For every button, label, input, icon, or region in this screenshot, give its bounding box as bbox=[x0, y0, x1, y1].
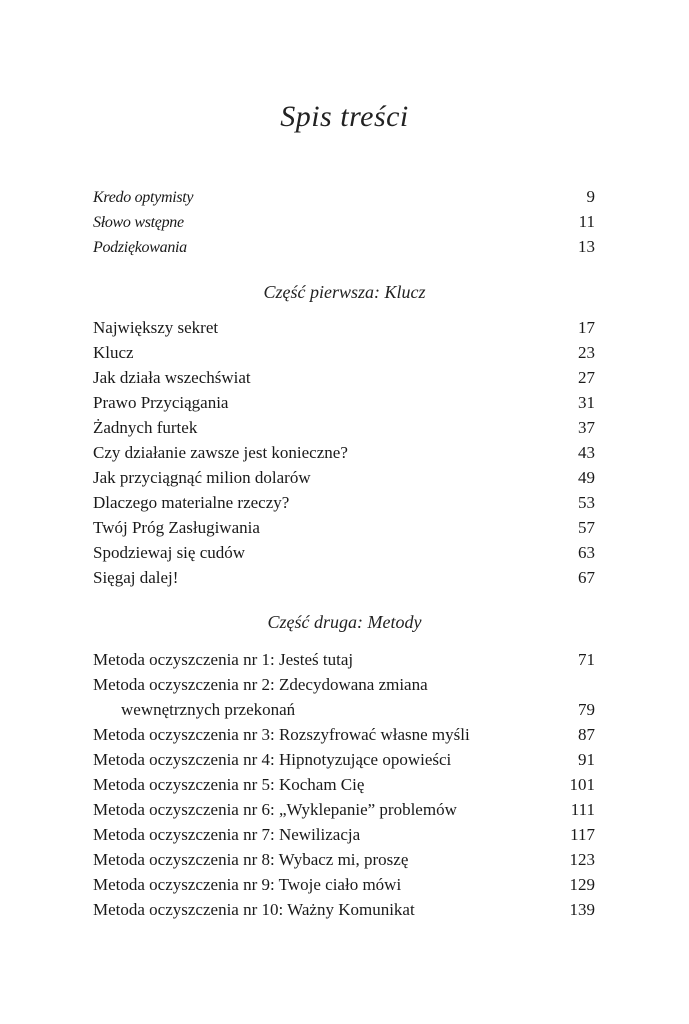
toc-entry bbox=[93, 515, 595, 540]
toc-entry-page-number: 63 bbox=[578, 543, 595, 562]
toc-entry bbox=[93, 234, 595, 259]
toc-entry bbox=[93, 490, 595, 515]
toc-entry-page-number: 49 bbox=[578, 468, 595, 487]
toc-entry-page-number: 87 bbox=[578, 725, 595, 744]
toc-entry-title: Kredo optymisty bbox=[93, 189, 194, 206]
toc-entry bbox=[93, 209, 595, 234]
toc-entry-page-number: 11 bbox=[578, 212, 595, 231]
toc-entry-title: Czy działanie zawsze jest konieczne? bbox=[93, 443, 348, 462]
toc-entry-page-number: 123 bbox=[569, 850, 595, 869]
toc-entry-page-number: 129 bbox=[569, 875, 595, 894]
toc-entry-title: Klucz bbox=[93, 343, 134, 362]
toc-entry-title: Metoda oczyszczenia nr 4: Hipnotyzujące opowieści bbox=[93, 750, 452, 769]
toc-entry bbox=[93, 540, 595, 565]
toc-entry-title: Prawo Przyciągania bbox=[93, 393, 229, 412]
toc-entry bbox=[93, 847, 595, 872]
toc-entry bbox=[93, 365, 595, 390]
toc-entry bbox=[93, 797, 595, 822]
toc-entry bbox=[93, 390, 595, 415]
toc-entry-title: Metoda oczyszczenia nr 7: Newilizacja bbox=[93, 825, 361, 844]
part2-heading: Część druga: Metody bbox=[267, 612, 422, 632]
toc-entry-title: Największy sekret bbox=[93, 318, 219, 337]
toc-entry-title: Dlaczego materialne rzeczy? bbox=[93, 493, 290, 512]
toc-entry-title: Metoda oczyszczenia nr 6: „Wyklepanie” problemów bbox=[93, 800, 457, 819]
toc-entry bbox=[93, 747, 595, 772]
toc-entry bbox=[93, 184, 595, 209]
toc-entry bbox=[93, 672, 595, 697]
toc-entry bbox=[93, 722, 595, 747]
toc-entry-page-number: 43 bbox=[578, 443, 595, 462]
toc-entry-title: Spodziewaj się cudów bbox=[93, 543, 246, 562]
front-matter-list bbox=[93, 184, 595, 259]
toc-entry-title: Metoda oczyszczenia nr 9: Twoje ciało mówi bbox=[93, 875, 402, 894]
toc-entry-title: Żadnych furtek bbox=[93, 418, 198, 437]
toc-entry-title: Jak działa wszechświat bbox=[93, 368, 251, 387]
toc-entry bbox=[93, 415, 595, 440]
toc-entry bbox=[93, 697, 595, 722]
toc-entry-page-number: 67 bbox=[578, 568, 595, 587]
toc-entry-page-number: 53 bbox=[578, 493, 595, 512]
toc-entry-page-number: 31 bbox=[578, 393, 595, 412]
toc-entry bbox=[93, 822, 595, 847]
toc-entry bbox=[93, 465, 595, 490]
toc-entry-title: Metoda oczyszczenia nr 2: Zdecydowana zmiana bbox=[93, 675, 428, 694]
toc-entry bbox=[93, 340, 595, 365]
toc-entry-page-number: 71 bbox=[578, 650, 595, 669]
toc-entry-title: Słowo wstępne bbox=[93, 214, 184, 231]
toc-entry-page-number: 101 bbox=[569, 775, 595, 794]
toc-entry-title: Sięgaj dalej! bbox=[93, 568, 179, 587]
toc-entry-title: Metoda oczyszczenia nr 5: Kocham Cię bbox=[93, 775, 365, 794]
part2-list bbox=[93, 647, 595, 922]
toc-entry bbox=[93, 872, 595, 897]
toc-entry bbox=[93, 647, 595, 672]
toc-entry-page-number: 117 bbox=[570, 825, 595, 844]
toc-entry bbox=[93, 772, 595, 797]
toc-entry-page-number: 27 bbox=[578, 368, 595, 387]
toc-entry-title: Twój Próg Zasługiwania bbox=[93, 518, 260, 537]
toc-entry-page-number: 111 bbox=[570, 800, 595, 819]
part1-list bbox=[93, 315, 595, 590]
toc-entry-title: Metoda oczyszczenia nr 3: Rozszyfrować własne myśli bbox=[93, 725, 470, 744]
toc-entry bbox=[93, 315, 595, 340]
toc-entry-title: Metoda oczyszczenia nr 8: Wybacz mi, proszę bbox=[93, 850, 409, 869]
toc-entry-title: Metoda oczyszczenia nr 10: Ważny Komunikat bbox=[93, 900, 415, 919]
toc-entry-page-number: 57 bbox=[578, 518, 595, 537]
toc-entry bbox=[93, 440, 595, 465]
toc-entry-page-number: 9 bbox=[586, 187, 595, 206]
toc-entry-page-number: 37 bbox=[578, 418, 595, 437]
toc-entry-title: Metoda oczyszczenia nr 1: Jesteś tutaj bbox=[93, 650, 354, 669]
toc-entry-title: Podziękowania bbox=[93, 239, 187, 256]
part1-heading: Część pierwsza: Klucz bbox=[263, 282, 426, 302]
toc-entry-title: wewnętrznych przekonań bbox=[121, 700, 296, 719]
page-title: Spis treści bbox=[280, 100, 409, 133]
toc-entry-page-number: 139 bbox=[569, 900, 595, 919]
toc-entry bbox=[93, 897, 595, 922]
toc-entry bbox=[93, 565, 595, 590]
toc-entry-page-number: 91 bbox=[578, 750, 595, 769]
toc-entry-page-number: 17 bbox=[578, 318, 595, 337]
toc-entry-page-number: 23 bbox=[578, 343, 595, 362]
toc-entry-page-number: 79 bbox=[578, 700, 595, 719]
toc-entry-title: Jak przyciągnąć milion dolarów bbox=[93, 468, 311, 487]
toc-entry-page-number: 13 bbox=[578, 237, 595, 256]
